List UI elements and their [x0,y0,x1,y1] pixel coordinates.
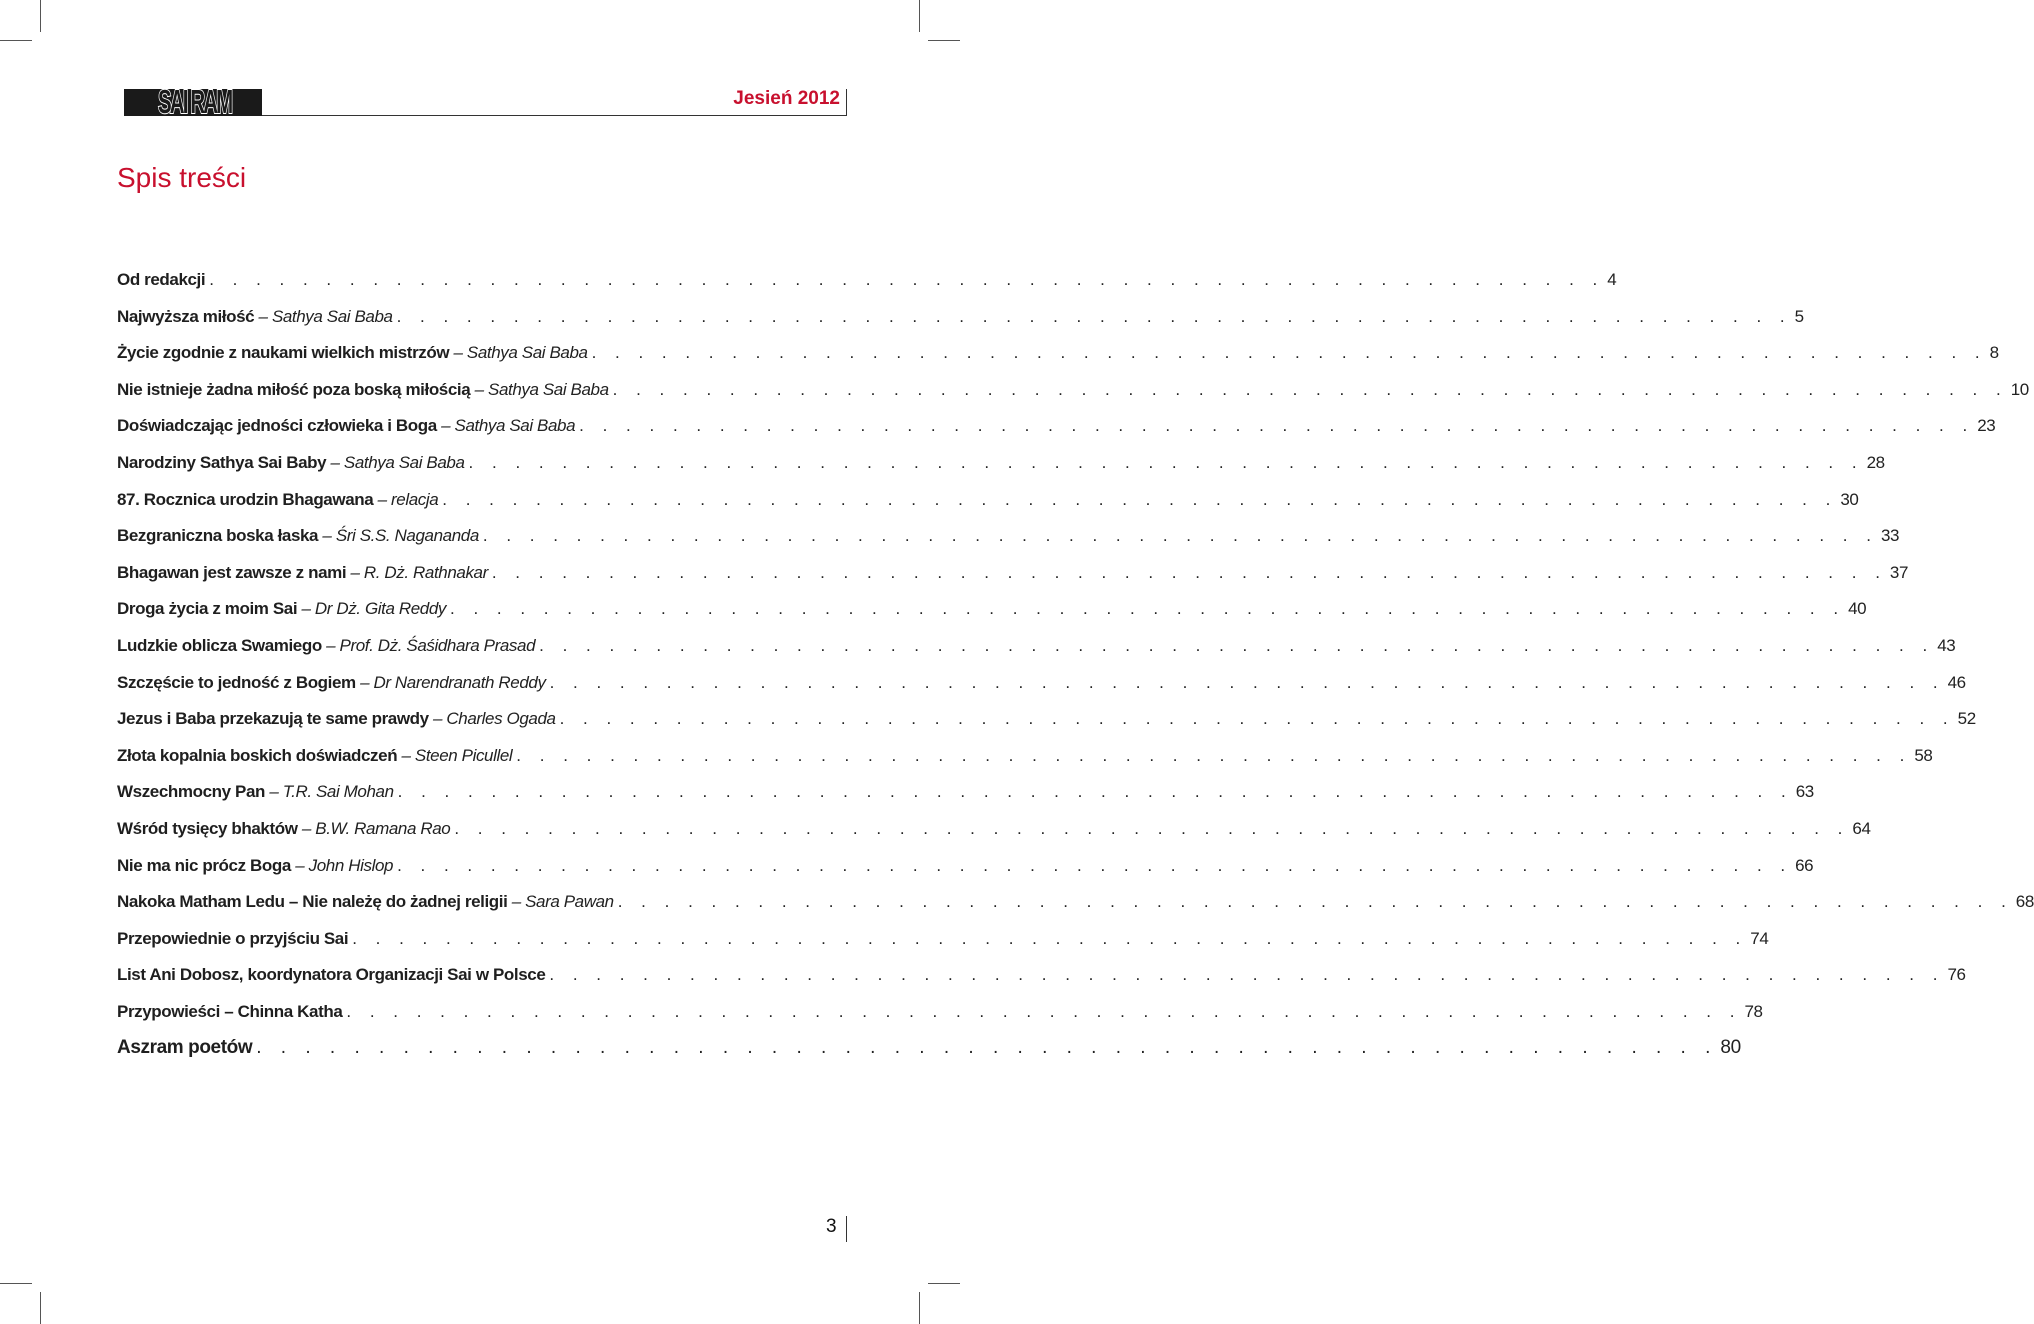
toc-entry-title: List Ani Dobosz, koordynatora Organizacji Sai w Polsce [117,965,546,985]
toc-entry[interactable] [117,628,1956,665]
toc-entry-dash: – [265,782,283,802]
toc-leader-dots: . . . . . . . . . . . . . . . . . . . . . . . . . . . . . . . . . . . . . . . . . . . . . . . . . . . . . . . . . . . . [442,489,1838,509]
toc-entry-author: relacja [391,489,439,509]
toc-entry-page: 80 [1720,1037,1741,1059]
toc-entry-page: 8 [1989,343,1999,363]
toc-entry-title: Życie zgodnie z naukami wielkich mistrzów [117,343,450,363]
crop-mark [0,1283,32,1284]
toc-leader-dots: . . . . . . . . . . . . . . . . . . . . . . . . . . . . . . . . . . . . . . . . . . . . . . . . . . . . . . . . . . . . [579,416,1975,436]
toc-entry-page: 63 [1795,782,1814,802]
toc-entry-title: Przypowieści – Chinna Katha [117,1001,343,1021]
toc-leader-dots: . . . . . . . . . . . . . . . . . . . . . . . . . . . . . . . . . . . . . . . . . . . . . . . . . . . . . . . . . . . . [549,672,1945,692]
toc-leader-dots: . . . . . . . . . . . . . . . . . . . . . . . . . . . . . . . . . . . . . . . . . . . . . . . . . . . . . . . . . . . . [617,892,2013,912]
toc-entry-dash: – [318,526,336,546]
crop-mark [40,1292,41,1324]
header-rule [262,115,847,116]
toc-entry[interactable] [117,518,1900,555]
toc-entry-page: 30 [1840,489,1859,509]
toc-entry-dash: – [297,818,316,838]
header-rule-tick [846,89,847,116]
toc-entry[interactable] [117,482,1859,519]
toc-entry-dash: – [507,892,526,912]
toc-entry-title: Najwyższa miłość [117,306,255,326]
toc-entry[interactable] [117,555,1909,592]
issue-season: Jesień 2012 [733,88,840,109]
crop-mark [928,1283,960,1284]
toc-entry-author: Charles Ogada [446,709,556,729]
toc-entry-dash: – [397,745,415,765]
toc-entry-page: 64 [1852,818,1871,838]
toc-leader-dots: . . . . . . . . . . . . . . . . . . . . . . . . . . . . . . . . . . . . . . . . . . . . . . . . . . . . . . . . . . . . [209,270,1605,289]
toc-entry-author: Sathya Sai Baba [271,306,393,326]
toc-entry-title: Narodziny Sathya Sai Baby [117,452,327,472]
toc-leader-dots: . . . . . . . . . . . . . . . . . . . . . . . . . . . . . . . . . . . . . . . . . . . . . . . . . . . . . . . . . . . . [516,745,1912,765]
toc-entry-title: Wśród tysięcy bhaktów [117,818,298,838]
crop-mark [919,0,920,32]
toc-entry-author: Śri S.S. Naganandа [335,526,479,546]
toc-entry-title: Złota kopalnia boskich doświadczeń [117,745,398,765]
toc-entry-author: Sara Pawan [525,892,614,912]
toc-entry-title: Aszram poetów [117,1037,253,1059]
toc-entry-title: Nakoka Matham Ledu – Nie należę do żadnej religii [117,892,508,912]
toc-entry-title: Nie istnieje żadna miłość poza boską miłością [117,379,471,399]
toc-leader-dots: . . . . . . . . . . . . . . . . . . . . . . . . . . . . . . . . . . . . . . . . . . . . . . . . . . . . . . . . . . . . [539,635,1935,655]
toc-entry-title: Od redakcji [117,270,206,289]
toc-entry-page: 68 [2015,892,2034,912]
toc-entry-page: 5 [1794,306,1804,326]
toc-leader-dots: . . . . . . . . . . . . . . . . . . . . . . . . . . . . . . . . . . . . . . . . . . . . . . . . . . . . . . . . . . . . [491,562,1887,582]
toc-entry-author: Prof. Dż. Śaśidhara Prasad [339,635,536,655]
toc-entry-dash: – [355,672,374,692]
crop-mark [40,0,41,32]
toc-leader-dots: . . . . . . . . . . . . . . . . . . . . . . . . . . . . . . . . . . . . . . . . . . . . . . . . . . . . . . . . . . . . [454,818,1850,838]
toc-entry[interactable] [117,408,1996,445]
toc-entry-title: 87. Rocznica urodzin Bhagawana [117,489,374,509]
toc-entry[interactable] [117,738,1933,775]
toc-entry-title: Wszechmocny Pan [117,782,265,802]
toc-entry-author: Dr Dż. Gita Reddy [314,599,446,619]
crop-mark [919,1292,920,1324]
toc-entry-author: Sathya Sai Baba [466,343,588,363]
toc-entry[interactable] [117,921,1769,958]
toc-entry-author: Sathya Sai Baba [454,416,576,436]
toc-entry-author: Sathya Sai Baba [488,379,609,399]
crop-mark [0,40,32,41]
toc-entry[interactable] [117,665,1966,702]
toc-entry[interactable] [117,774,1814,811]
toc-entry-page: 74 [1750,928,1769,948]
toc-entry[interactable] [117,701,1976,738]
toc-entry[interactable] [117,1030,1741,1067]
toc-entry[interactable] [117,591,1867,628]
toc-leader-dots: . . . . . . . . . . . . . . . . . . . . . . . . . . . . . . . . . . . . . . . . . . . . . . . . . . . . . . . . . . . . [450,599,1846,619]
page-number: 3 [826,1216,837,1237]
toc-entry-title: Droga życia z moim Sai [117,599,298,619]
toc-leader-dots: . . . . . . . . . . . . . . . . . . . . . . . . . . . . . . . . . . . . . . . . . . . . . . . . . . . . . . . . . . . . [559,709,1955,729]
toc-entry-dash: – [470,379,488,399]
toc-entry-dash: – [254,306,272,326]
toc-entry-title: Jezus i Baba przekazują te same prawdy [117,709,429,729]
toc-entry-page: 37 [1889,562,1909,582]
toc-entry-dash: – [321,635,340,655]
toc-entry-title: Nie ma nic prócz Boga [117,855,291,875]
toc-entry-author: John Hislop [308,855,394,875]
toc-entry-dash: – [436,416,455,436]
toc-leader-dots: . . . . . . . . . . . . . . . . . . . . . . . . . . . . . . . . . . . . . . . . . . . . . . . . . . . . . . . . . . . . [352,928,1748,948]
toc-entry-title: Bhagawan jest zawsze z nami [117,562,347,582]
toc-entry-title: Bezgraniczna boska łaska [117,526,319,546]
toc-leader-dots: . . . . . . . . . . . . . . . . . . . . . . . . . . . . . . . . . . . . . . . . . . . . . . . . . . . . . . . . . . . . [396,306,1792,326]
toc-entry-dash: – [297,599,315,619]
toc-leader-dots: . . . . . . . . . . . . . . . . . . . . . . . . . . . . . . . . . . . . . . . . . . . . . . . . . . . . . . . . . . . . [256,1037,1718,1059]
toc-entry-author: Dr Narendranath Reddy [373,672,546,692]
toc-entry-page: 4 [1607,270,1617,289]
toc-entry[interactable] [117,848,1814,885]
toc-leader-dots: . . . . . . . . . . . . . . . . . . . . . . . . . . . . . . . . . . . . . . . . . . . . . . . . . . . . . . . . . . . . [346,1001,1742,1021]
toc-entry[interactable] [117,884,2034,921]
toc-entry-title: Przepowiednie o przyjściu Sai [117,928,349,948]
toc-entry-page: 23 [1977,416,1996,436]
toc-leader-dots: . . . . . . . . . . . . . . . . . . . . . . . . . . . . . . . . . . . . . . . . . . . . . . . . . . . . . . . . . . . . [591,343,1987,363]
toc-entry-page: 28 [1866,452,1885,472]
toc-entry-dash: – [290,855,309,875]
toc-entry-dash: – [346,562,364,582]
crop-mark [928,40,960,41]
toc-entry-page: 10 [2010,379,2029,399]
toc-leader-dots: . . . . . . . . . . . . . . . . . . . . . . . . . . . . . . . . . . . . . . . . . . . . . . . . . . . . . . . . . . . . [549,965,1945,985]
toc-entry-author: T.R. Sai Mohan [282,782,394,802]
toc-leader-dots: . . . . . . . . . . . . . . . . . . . . . . . . . . . . . . . . . . . . . . . . . . . . . . . . . . . . . . . . . . . . [397,855,1793,875]
page-title: Spis treści [117,162,247,193]
table-of-contents [117,262,2034,1067]
toc-leader-dots: . . . . . . . . . . . . . . . . . . . . . . . . . . . . . . . . . . . . . . . . . . . . . . . . . . . . . . . . . . . . [612,379,2008,399]
toc-entry-dash: – [326,452,344,472]
toc-entry-page: 78 [1744,1001,1763,1021]
page-number-tick [846,1216,847,1242]
toc-entry[interactable] [117,445,1885,482]
toc-entry-page: 52 [1957,709,1976,729]
toc-leader-dots: . . . . . . . . . . . . . . . . . . . . . . . . . . . . . . . . . . . . . . . . . . . . . . . . . . . . . . . . . . . . [468,452,1864,472]
toc-entry[interactable] [117,957,1966,994]
toc-entry-page: 33 [1880,526,1900,546]
toc-entry-dash: – [449,343,467,363]
toc-entry-page: 43 [1937,635,1956,655]
toc-entry-page: 76 [1947,965,1966,985]
toc-entry-title: Doświadczając jedności człowieka i Boga [117,416,437,436]
toc-leader-dots: . . . . . . . . . . . . . . . . . . . . . . . . . . . . . . . . . . . . . . . . . . . . . . . . . . . . . . . . . . . . [397,782,1793,802]
toc-entry-page: 58 [1914,745,1933,765]
toc-entry-author: Steen Picullel [414,745,513,765]
toc-entry-dash: – [428,709,447,729]
toc-entry[interactable] [117,299,1804,336]
toc-leader-dots: . . . . . . . . . . . . . . . . . . . . . . . . . . . . . . . . . . . . . . . . . . . . . . . . . . . . . . . . . . . . [482,526,1878,546]
toc-entry-author: R. Dż. Rathnakar [363,562,488,582]
toc-entry[interactable] [117,372,2029,409]
toc-entry-author: Sathya Sai Baba [343,452,465,472]
toc-entry[interactable] [117,994,1763,1031]
toc-entry[interactable] [117,262,1617,299]
toc-entry[interactable] [117,811,1871,848]
magazine-logo: SAI RAM [158,83,232,120]
toc-entry-title: Ludzkie oblicza Swamiego [117,635,322,655]
toc-entry-page: 46 [1947,672,1966,692]
toc-entry-page: 66 [1795,855,1814,875]
toc-entry-title: Szczęście to jedność z Bogiem [117,672,356,692]
toc-entry-dash: – [373,489,391,509]
toc-entry-page: 40 [1848,599,1867,619]
toc-entry-author: B.W. Ramana Rao [315,818,451,838]
toc-entry[interactable] [117,335,1999,372]
